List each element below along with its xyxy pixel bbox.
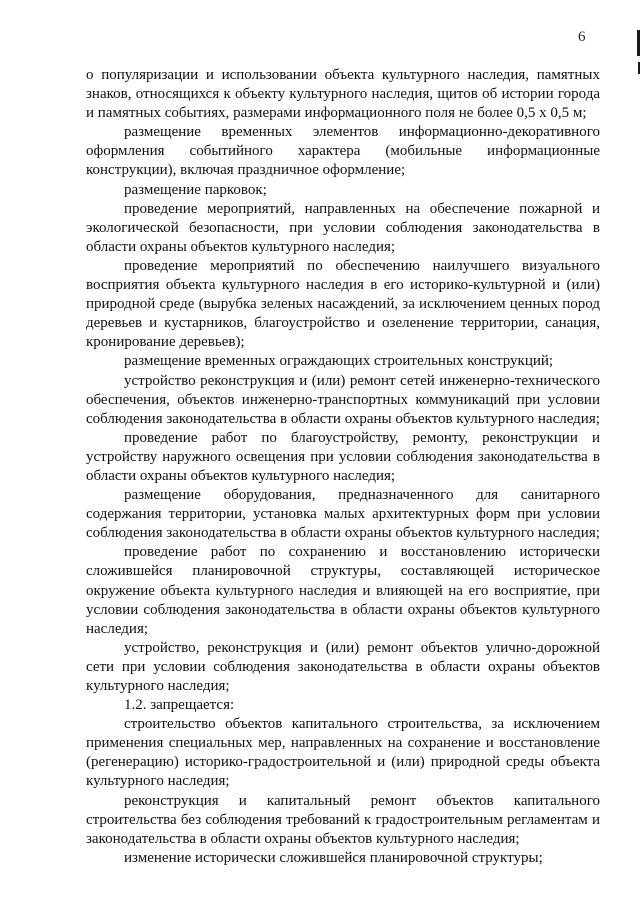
paragraph: строительство объектов капитального строительства, за исключением применения специальных мер, направленных на сохранение и восстановление (регенерацию) историко-градостроительной и (или) природной среды объекта культурного наследия; (86, 716, 600, 790)
page-number: 6 (578, 29, 586, 45)
paragraph: проведение работ по сохранению и восстановлению исторически сложившейся планировочной структуры, составляющей историческое окружение объекта культурного наследия и влияющей на его восприятие, при условии соблюдения законодательства в области охраны объектов культурного наследия; (86, 544, 600, 637)
section-heading: 1.2. запрещается: (124, 697, 235, 714)
paragraph: размещение временных ограждающих строительных конструкций; (124, 353, 554, 370)
paragraph: реконструкция и капитальный ремонт объектов капитального строительства без соблюдения требований к градостроительным регламентам и законодательства в области охраны объектов культурного наследия; (86, 792, 600, 847)
paragraph: проведение мероприятий по обеспечению наилучшего визуального восприятия объекта культурного наследия в его историко-культурной и (или) природной среде (вырубка зеленых насаждений, за исключением ценных пород деревьев и кустарников, благоустройство и озеленение территории, санация, кронирование деревьев); (86, 257, 600, 351)
paragraph: размещение временных элементов информационно-декоративного оформления событийного характера (мобильные информационные конструкции), включая праздничное оформление; (86, 124, 600, 179)
body-text (86, 66, 600, 868)
paragraph: проведение работ по благоустройству, ремонту, реконструкции и устройству наружного освещения при условии соблюдения законодательства в области охраны объектов культурного наследия; (86, 429, 600, 484)
paragraph: о популяризации и использовании объекта культурного наследия, памятных знаков, относящихся к объекту культурного наследия, щитов об истории города и памятных событиях, размерами информационного поля не более 0,5 х 0,5 м; (86, 67, 600, 122)
paragraph: изменение исторически сложившейся планировочной структуры; (124, 849, 543, 866)
paragraph: проведение мероприятий, направленных на обеспечение пожарной и экологической безопасности, при условии соблюдения законодательства в области охраны объектов культурного наследия; (86, 200, 600, 255)
paragraph: размещение оборудования, предназначенного для санитарного содержания территории, установка малых архитектурных форм при условии соблюдения законодательства в области охраны объектов культурного наследия; (86, 487, 600, 542)
paragraph: устройство реконструкция и (или) ремонт сетей инженерно-технического обеспечения, объектов инженерно-транспортных коммуникаций при условии соблюдения законодательства в области охраны объектов культурного наследия; (86, 372, 600, 427)
paragraph: устройство, реконструкция и (или) ремонт объектов улично-дорожной сети при условии соблюдения законодательства в области охраны объектов культурного наследия; (86, 639, 600, 694)
paragraph: размещение парковок; (124, 181, 267, 198)
